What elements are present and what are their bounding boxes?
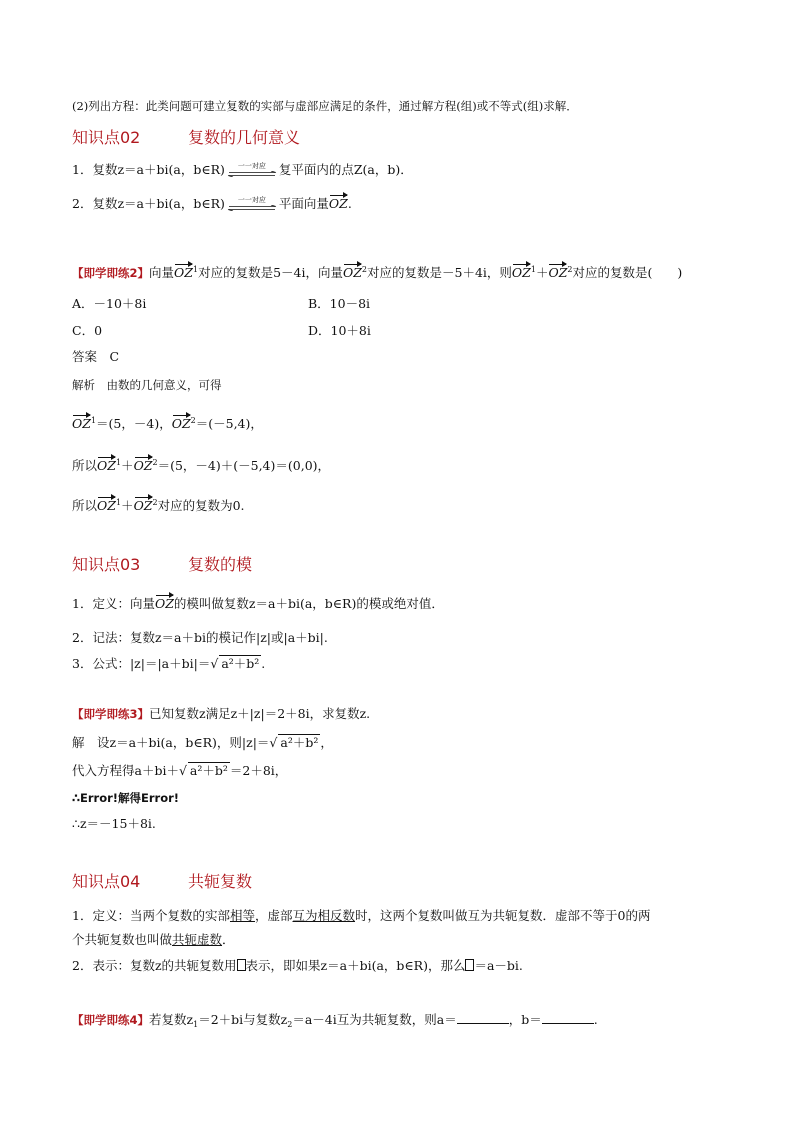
answer-blank-a[interactable] [457,1013,509,1024]
section-title: 复数的几何意义 [188,128,301,147]
subscript: 2 [287,1020,293,1029]
section-number: 知识点03 [72,555,141,574]
exercise-2-question: 【即学即练2】向量$OZ^1$对应的复数是5－4i，向量$OZ^2$对应的复数是－5＋4i，则$OZ^1+OZ^2$对应的复数是( ) [72,265,683,280]
item-text: 2．复数z＝a＋bi(a，b∈R) [72,196,225,211]
formula-text: . [261,656,266,671]
def-text: ． [222,932,235,947]
rep-text: ＝a－bi. [474,958,523,973]
sol-text: ＝2＋8i， [229,763,288,778]
vector-oz: OZ [133,458,153,473]
vector-oz: OZ [511,265,531,280]
subscript: 1 [193,1020,199,1029]
item-text: 1．复数z＝a＋bi(a，b∈R) [72,162,225,177]
calc-text: 对应的复数为0. [157,498,245,513]
solution-line-1: 解 设z＝a＋bi(a，b∈R)，则|z|＝√ a²＋b² ， [72,735,333,750]
item-text: 复平面内的点Z(a，b)． [278,162,413,177]
sol-text: ， [320,735,333,750]
exercise-tag: 【即学即练4】 [72,1013,150,1027]
def-text: 1．定义：向量 [72,596,155,611]
rep-text: 2．表示：复数z的共轭复数用 [72,958,237,973]
def-text: 1．定义：当两个复数的实部 [72,908,230,923]
section-number: 知识点02 [72,128,141,147]
item-text: . [347,196,352,211]
q-text: ，b＝ [508,1012,542,1027]
vector-oz: OZ [154,596,174,611]
calc-text: 所以 [72,458,98,473]
conjugate-definition [72,908,650,924]
solution-line-4: ∴z＝－15＋8i. [72,816,156,831]
intro-line: (2)列出方程：此类问题可建立复数的实部与虚部应满足的条件，通过解方程(组)或不等式(组)求解． [72,99,578,113]
def-text: 时，这两个复数叫做互为共轭复数．虚部不等于0的两 [355,908,651,923]
vector-oz: OZ [174,265,193,280]
q-text: 对应的复数是5－4i，向量 [198,265,343,280]
vector-oz: OZ [133,498,153,513]
sol-text: 解 设z＝a＋bi(a，b∈R)，则|z|＝ [72,735,270,750]
double-arrow-icon [226,195,278,211]
radicand: a²＋b² [280,735,319,750]
conjugate-representation [72,958,523,974]
solution-line-3: ∴Error!解得Error! [72,791,180,805]
vector-oz: OZ [97,498,116,513]
modulus-definition [72,596,444,612]
radicand: a²＋b² [221,656,260,671]
analysis-line-3: 所以$OZ^1+OZ^2$对应的复数为0. [72,498,245,513]
arrow-label: 一一对应 [237,195,266,204]
sol-text: 代入方程得a＋bi＋ [72,763,179,778]
option-c: C．0 [72,323,103,338]
option-d: D．10＋8i [308,323,371,338]
placeholder-box-icon [237,959,246,971]
def-text: 的模叫做复数z＝a＋bi(a，b∈R)的模或绝对值． [173,596,444,611]
q-text: 对应的复数是( ) [572,265,683,280]
double-arrow-icon [226,161,278,177]
calc-text: ＝(5，－4)＋(－5,4)＝(0,0)， [157,458,331,473]
underlined-term: 共轭虚数 [172,932,223,947]
q-text: 已知复数z满足z＋|z|＝2＋8i，求复数z. [149,706,371,721]
arrow-label: 一一对应 [237,161,266,170]
calc-text: ＝(5，－4)， [96,416,172,431]
q-text: 对应的复数是－5＋4i，则 [367,265,512,280]
vector-oz: OZ [72,416,91,431]
exercise-4-question [72,1012,598,1033]
vector-oz: OZ [548,265,568,280]
underlined-term: 互为相反数 [292,908,356,923]
answer-blank-b[interactable] [542,1013,594,1024]
q-text: 向量 [149,265,175,280]
q-text: 若复数z [149,1012,194,1027]
underlined-term: 相等 [229,908,255,923]
calc-text: 所以 [72,498,98,513]
analysis: 解析 由数的几何意义，可得 [72,378,222,392]
calc-text: ＝(－5,4)， [195,416,263,431]
q-text: ＝a－4i互为共轭复数，则a＝ [292,1012,457,1027]
modulus-formula: 3．公式：|z|＝|a＋bi|＝√ a²＋b² . [72,656,266,671]
rep-text: 表示，即如果z＝a＋bi(a，b∈R)，那么 [245,958,466,973]
section-heading-02 [72,125,300,148]
option-b: B．10－8i [308,296,371,311]
section-number: 知识点04 [72,872,141,891]
q-text: . [593,1012,598,1027]
analysis-line-1: $OZ^1=(5$，－4)，$OZ^2=(-5,4)$， [72,416,263,431]
conjugate-definition-cont [72,932,235,948]
vector-oz: OZ [328,196,348,211]
def-text: ，虚部 [254,908,293,923]
item-text: 平面向量 [278,196,329,211]
section-title: 共轭复数 [188,872,253,891]
formula-text: 3．公式：|z|＝|a＋bi|＝ [72,656,211,671]
q-text: ＝2＋bi与复数z [198,1012,288,1027]
answer: 答案 C [72,349,120,364]
vector-oz: OZ [171,416,191,431]
section-heading-03 [72,552,252,575]
solution-line-2: 代入方程得a＋bi＋√ a²＋b² ＝2＋8i， [72,763,288,778]
vector-oz: OZ [97,458,116,473]
vector-oz: OZ [342,265,362,280]
q-text: ＋ [535,265,549,280]
radicand: a²＋b² [189,763,228,778]
geometry-item-1 [72,162,413,178]
modulus-notation: 2．记法：复数z＝a＋bi的模记作|z|或|a＋bi|. [72,630,328,645]
option-a: A．－10＋8i [72,296,147,311]
geometry-item-2 [72,196,352,212]
section-title: 复数的模 [188,555,253,574]
exercise-3-question [72,706,370,722]
analysis-line-2: 所以$OZ^1+OZ^2=(5$，－4)＋(－5,4)＝(0,0)， [72,458,331,473]
section-heading-04 [72,869,252,892]
exercise-tag: 【即学即练3】 [72,707,150,721]
exercise-tag: 【即学即练2】 [72,266,150,280]
def-text: 个共轭复数也叫做 [72,932,173,947]
